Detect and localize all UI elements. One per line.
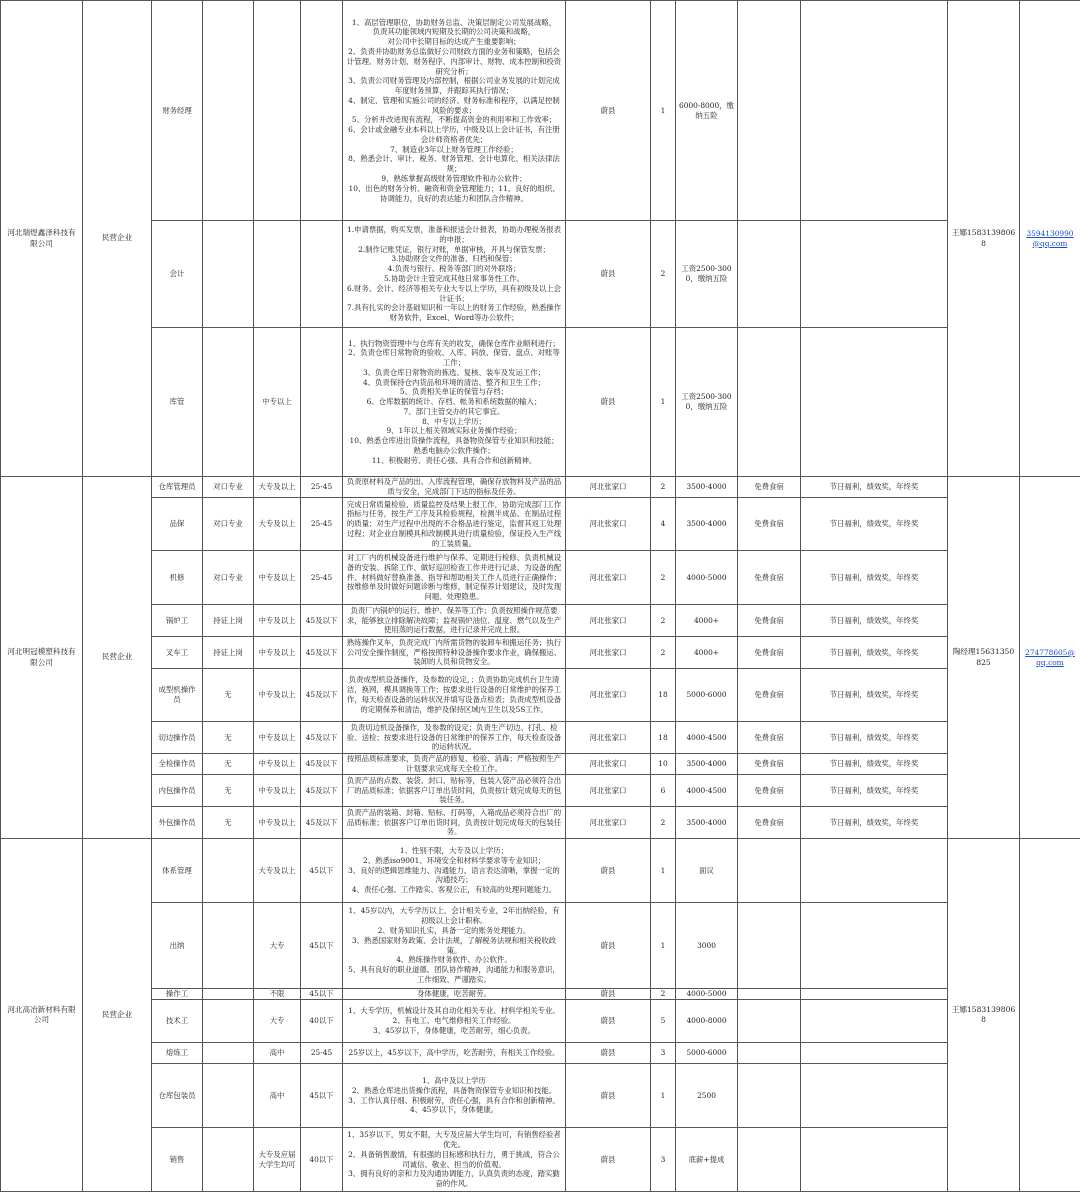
job-count: 6 [651, 775, 676, 807]
company-name: 河北高冶新材料有限公司 [1, 839, 83, 1192]
company-name: 河北瑞煜鑫泽科技有限公司 [1, 1, 83, 477]
job-title: 外包操作员 [152, 807, 203, 839]
job-meals [738, 903, 801, 989]
job-major [203, 989, 254, 1000]
job-meals: 免费食宿 [738, 605, 801, 637]
job-major: 对口专业 [203, 551, 254, 605]
job-title: 财务经理 [152, 1, 203, 221]
job-title: 内包操作员 [152, 775, 203, 807]
job-row [1, 775, 1080, 807]
job-age: 45及以下 [301, 605, 343, 637]
job-salary: 6000-8000，缴纳五险 [676, 1, 738, 221]
job-salary: 3500-4000 [676, 754, 738, 775]
job-title: 会计 [152, 221, 203, 328]
job-row [1, 807, 1080, 839]
job-major: 无 [203, 807, 254, 839]
job-title: 切边操作员 [152, 722, 203, 754]
job-location: 河北张家口 [566, 498, 651, 551]
job-meals [738, 1043, 801, 1064]
job-age: 45以下 [301, 989, 343, 1000]
job-row [1, 1064, 1080, 1128]
job-count: 1 [651, 839, 676, 903]
company-type: 民营企业 [83, 1, 152, 477]
job-duties: 负责原材料及产品的出、入库流程管理，确保存放物料及产品的品质与安全，完成部门下达的指标及任务。 [343, 477, 566, 498]
job-meals: 免费食宿 [738, 669, 801, 722]
job-row [1, 551, 1080, 605]
job-benefits: 节日福利，绩效奖，年终奖 [801, 637, 948, 669]
job-major: 持证上岗 [203, 605, 254, 637]
job-duties: 对工厂内的机械设备进行维护与保养、定期进行检修、负责机械设备的安装、拆除工作、做好巡回检查工作并进行记录、为设备的配件、材料做好替换准备、指导和帮助相关工作人员进行正确操作；按维修单及时做好问题诊断与维修，制定保养计划建议，及时发现问题、处理隐患。 [343, 551, 566, 605]
job-location: 河北张家口 [566, 754, 651, 775]
job-title: 技术工 [152, 1000, 203, 1043]
job-location: 蔚县 [566, 1, 651, 221]
company-contact: 陶经理15631350825 [948, 477, 1020, 839]
job-row [1, 839, 1080, 903]
job-title: 体系管理 [152, 839, 203, 903]
job-duties: 1、35岁以下，男女不限，大专及应届大学生均可，有销售经验者优先。 2、具备销售激情，有很强的目标感和执行力，勇于挑战，符合公司诚信、敬业、担当的价值观。 3、拥有良好的亲和力及沟通协调能力，认真负责的态度，踏实勤奋的作风。 [343, 1128, 566, 1192]
job-major [203, 1000, 254, 1043]
job-education: 中专及以上 [254, 637, 301, 669]
job-title: 仓库包装员 [152, 1064, 203, 1128]
job-salary: 2500 [676, 1064, 738, 1128]
job-row [1, 754, 1080, 775]
job-education [254, 221, 301, 328]
job-title: 出纳 [152, 903, 203, 989]
job-location: 蔚县 [566, 1000, 651, 1043]
job-row [1, 669, 1080, 722]
job-salary: 4000-8000 [676, 1000, 738, 1043]
job-salary: 面议 [676, 839, 738, 903]
job-location: 河北张家口 [566, 807, 651, 839]
job-major: 无 [203, 754, 254, 775]
job-row [1, 903, 1080, 989]
job-major: 无 [203, 775, 254, 807]
job-major [203, 1, 254, 221]
job-count: 10 [651, 754, 676, 775]
job-count: 2 [651, 807, 676, 839]
company-contact: 王娜15831398068 [948, 839, 1020, 1192]
job-row [1, 1000, 1080, 1043]
company-contact: 王娜15831398068 [948, 1, 1020, 477]
job-age: 45及以下 [301, 669, 343, 722]
job-title: 全检操作员 [152, 754, 203, 775]
job-location: 蔚县 [566, 903, 651, 989]
job-education: 高中 [254, 1064, 301, 1128]
job-count: 3 [651, 1043, 676, 1064]
job-education: 中专及以上 [254, 551, 301, 605]
job-title: 仓库管理员 [152, 477, 203, 498]
job-major [203, 903, 254, 989]
job-count: 2 [651, 221, 676, 328]
job-benefits: 节日福利，绩效奖，年终奖 [801, 722, 948, 754]
job-salary: 4000+ [676, 637, 738, 669]
job-location: 河北张家口 [566, 722, 651, 754]
job-age: 45以下 [301, 839, 343, 903]
job-meals [738, 1, 801, 221]
job-salary: 3500-4000 [676, 477, 738, 498]
job-location: 河北张家口 [566, 637, 651, 669]
job-meals: 免费食宿 [738, 477, 801, 498]
job-meals: 免费食宿 [738, 807, 801, 839]
job-major: 无 [203, 669, 254, 722]
job-location: 河北张家口 [566, 775, 651, 807]
job-age: 25-45 [301, 1043, 343, 1064]
job-age: 45及以下 [301, 775, 343, 807]
job-benefits [801, 1, 948, 221]
job-count: 3 [651, 1128, 676, 1192]
job-duties: 1.申请票据，购买发票，准备和报送会计报表，协助办理税务报表的申报； 2.制作记账凭证，银行对账，单据审核，开具与保管发票； 3.协助财会文件的准备、归档和保管； 4.负责与银行、税务等部门的对外联络； 5.协助会计主管完成其他日常事务性工作。 6.财务、会计、经济等相关专业大专以上学历，具有初级及以上会计证书； 7.具有扎实的会计基础知识和一年以上的财务工作经验，熟悉操作财务软件，Excel、Word等办公软件； [343, 221, 566, 328]
job-duties: 完成日常质量检验、质量监控及结果上报工作，协助完成部门工作指标与任务，按生产工序及其检验规程，检测半成品、在制品过程的质量；对生产过程中出现的不合格品进行鉴定，监督其返工处理过程；对企业自制模具和改制模具进行质量检验，保证投入生产线的工装质量。 [343, 498, 566, 551]
job-duties: 按照品质标准要求，负责产品的修复、检验、消毒；严格按照生产计划要求完成每天全检工作。 [343, 754, 566, 775]
job-education [254, 1, 301, 221]
job-major: 持证上岗 [203, 637, 254, 669]
job-age: 45以下 [301, 903, 343, 989]
job-salary: 4000-5000 [676, 551, 738, 605]
job-salary: 底薪+提成 [676, 1128, 738, 1192]
job-benefits: 节日福利，绩效奖，年终奖 [801, 551, 948, 605]
job-title: 机修 [152, 551, 203, 605]
job-meals: 免费食宿 [738, 754, 801, 775]
job-age [301, 328, 343, 477]
job-row [1, 498, 1080, 551]
job-meals [738, 1064, 801, 1128]
job-meals [738, 328, 801, 477]
job-meals [738, 1000, 801, 1043]
job-duties: 身体健康，吃苦耐劳。 [343, 989, 566, 1000]
job-count: 5 [651, 1000, 676, 1043]
job-duties: 1、45岁以内，大专学历以上，会计相关专业，2年出纳经验，有初级以上会计职称。 2、财务知识扎实，具备一定的账务处理能力。 3、熟悉国家财务政策、会计法规，了解税务法规和相关税收政策。 4、熟练操作财务软件、办公软件。 5、具有良好的职业道德、团队协作精神，沟通能力和服务意识，工作细致、严谨踏实。 [343, 903, 566, 989]
job-major [203, 1064, 254, 1128]
job-location: 河北张家口 [566, 551, 651, 605]
job-duties: 1、高层管理职位，协助财务总监、决策层制定公司发展战略， 负责其功能领域内短期及长期的公司决策和战略， 对公司中长期目标的达成产生重要影响； 2、负责并协助财务总监做好公司财政方面的业务和策略，包括会计管理、财务计划、财务程序、内部审计、财物、成本控制和投资研究分析； 3、负责公司财务管理及内部控制，根据公司业务发展的计划完成年度财务预算，并跟踪其执行情况； 4、制定、管理和实施公司的经济、财务标准和程序，以满足控制风险的要求； 5、分析并改进现有流程，不断提高资金的利用率和工作效率； 6、会计或金融专业本科以上学历，中级及以上会计证书，有注册会计师资格者优先； 7、制造业3年以上财务管理工作经验； 8、熟悉会计、审计、税务、财务管理、会计电算化、相关法律法规； 9、熟练掌握高级财务管理软件和办公软件； 10、出色的财务分析、融资和资金管理能力；11、良好的组织、协调能力，良好的表达能力和团队合作精神。 [343, 1, 566, 221]
job-title: 品保 [152, 498, 203, 551]
job-major [203, 1043, 254, 1064]
job-benefits [801, 1043, 948, 1064]
job-benefits: 节日福利，绩效奖，年终奖 [801, 754, 948, 775]
job-age: 25-45 [301, 551, 343, 605]
job-count: 2 [651, 605, 676, 637]
job-age: 25-45 [301, 477, 343, 498]
job-meals: 免费食宿 [738, 551, 801, 605]
job-row [1, 221, 1080, 328]
job-row [1, 1, 1080, 221]
job-age: 45及以下 [301, 807, 343, 839]
job-row [1, 989, 1080, 1000]
job-count: 18 [651, 722, 676, 754]
job-duties: 1、执行物资管理中与仓库有关的收发，确保仓库作业顺利进行； 2、负责仓库日常物资的验收、入库、码放、保管、盘点、对账等工作； 3、负责仓库日常物资的拣选、复核、装车及发运工作； 4、负责保持仓内货品和环境的清洁、整齐和卫生工作； 5、负责相关单证的保管与存档； 6、仓库数据的统计、存档、帐务和系统数据的输入； 7、部门主管交办的其它事宜。 8、中专以上学历； 9、1年以上相关领域实际业务操作经验； 10、熟悉仓库进出货操作流程，具备物资保管专业知识和技能；熟悉电脑办公软件操作； 11、积极耐劳、责任心强、具有合作和创新精神。 [343, 328, 566, 477]
job-education: 不限 [254, 989, 301, 1000]
job-location: 蔚县 [566, 839, 651, 903]
company-type: 民营企业 [83, 477, 152, 839]
job-age: 40以下 [301, 1000, 343, 1043]
job-location: 河北张家口 [566, 669, 651, 722]
job-duties: 25岁以上，45岁以下，高中学历，吃苦耐劳，有相关工作经验。 [343, 1043, 566, 1064]
job-duties: 1、性别不限，大专及以上学历； 2、熟悉iso9001、环境安全和材料学要求等专业知识； 3、良好的逻辑思维能力、沟通能力、语言表达清晰，掌握一定的沟通技巧； 4、责任心强、工作踏实、客观公正，有较高的处理问题能力。 [343, 839, 566, 903]
job-location: 蔚县 [566, 221, 651, 328]
job-title: 操作工 [152, 989, 203, 1000]
job-count: 1 [651, 903, 676, 989]
company-email[interactable]: 3594130990@qq.com [1020, 1, 1080, 477]
job-benefits [801, 903, 948, 989]
job-education: 中专以上 [254, 328, 301, 477]
job-meals [738, 839, 801, 903]
job-benefits: 节日福利，绩效奖，年终奖 [801, 807, 948, 839]
job-count: 1 [651, 1, 676, 221]
job-meals: 免费食宿 [738, 775, 801, 807]
job-education: 大专及以上 [254, 839, 301, 903]
job-count: 4 [651, 498, 676, 551]
company-email[interactable]: 274778605@qq.com [1020, 477, 1080, 839]
job-salary: 4000-4500 [676, 722, 738, 754]
company-email [1020, 839, 1080, 1192]
job-salary: 3500-4000 [676, 807, 738, 839]
job-education: 大专及应届大学生均可 [254, 1128, 301, 1192]
job-major: 对口专业 [203, 477, 254, 498]
job-meals [738, 221, 801, 328]
job-benefits: 节日福利，绩效奖，年终奖 [801, 775, 948, 807]
job-benefits: 节日福利，绩效奖，年终奖 [801, 477, 948, 498]
job-benefits [801, 1000, 948, 1043]
job-row [1, 722, 1080, 754]
job-title: 成型机操作员 [152, 669, 203, 722]
job-education: 中专及以上 [254, 807, 301, 839]
job-location: 河北张家口 [566, 605, 651, 637]
job-age: 25-45 [301, 498, 343, 551]
job-meals [738, 989, 801, 1000]
job-count: 18 [651, 669, 676, 722]
job-salary: 5000-6000 [676, 669, 738, 722]
job-duties: 负责成型机设备操作，及参数的设定，；负责协助完成机台卫生清洁，换网，模具调换等工作；按要求进行设备的日常维护的保养工作，每天检查设备的运转状况并填写设备点检表；负责成型机设备的定期保养和清洁，维护及保持区域内卫生以及5S工作。 [343, 669, 566, 722]
job-duties: 熟练操作叉车，负责完成厂内所需货物的装卸车和搬运任务；执行公司安全操作制度，严格按照特种设备操作要求作业，确保搬运、装卸的人员和货物安全。 [343, 637, 566, 669]
job-row [1, 477, 1080, 498]
job-education: 中专及以上 [254, 669, 301, 722]
job-age: 45及以下 [301, 754, 343, 775]
job-duties: 负责厂内锅炉的运行、维护、保养等工作；负责按照操作规范要求，能够独立排除解决故障；监视锅炉油位、温度、燃气以及生产使用蒸的运行数据，进行记录并完成上报。 [343, 605, 566, 637]
job-age: 45以下 [301, 1064, 343, 1128]
job-location: 蔚县 [566, 989, 651, 1000]
job-education: 大专 [254, 1000, 301, 1043]
job-salary: 工资2500-3000，缴纳五险 [676, 328, 738, 477]
job-location: 蔚县 [566, 1064, 651, 1128]
job-education: 高中 [254, 1043, 301, 1064]
job-count: 1 [651, 328, 676, 477]
job-education: 大专及以上 [254, 498, 301, 551]
job-age: 45及以下 [301, 637, 343, 669]
job-row [1, 328, 1080, 477]
job-salary: 3000 [676, 903, 738, 989]
job-count: 2 [651, 989, 676, 1000]
job-salary: 3500-4000 [676, 498, 738, 551]
job-meals: 免费食宿 [738, 722, 801, 754]
job-salary: 5000-6000 [676, 1043, 738, 1064]
job-count: 2 [651, 551, 676, 605]
job-row [1, 605, 1080, 637]
job-benefits [801, 221, 948, 328]
job-count: 2 [651, 477, 676, 498]
job-education: 大专 [254, 903, 301, 989]
job-title: 叉车工 [152, 637, 203, 669]
job-salary: 4000-5000 [676, 989, 738, 1000]
job-salary: 4000+ [676, 605, 738, 637]
job-title: 熔炼工 [152, 1043, 203, 1064]
job-title: 库管 [152, 328, 203, 477]
job-count: 2 [651, 637, 676, 669]
job-location: 蔚县 [566, 328, 651, 477]
job-education: 大专及以上 [254, 477, 301, 498]
job-title: 锅炉工 [152, 605, 203, 637]
job-education: 中专及以上 [254, 722, 301, 754]
job-count: 1 [651, 1064, 676, 1128]
job-major: 无 [203, 722, 254, 754]
job-salary: 4000-4500 [676, 775, 738, 807]
job-major [203, 839, 254, 903]
job-benefits: 节日福利，绩效奖，年终奖 [801, 669, 948, 722]
job-meals: 免费食宿 [738, 637, 801, 669]
job-age [301, 221, 343, 328]
job-benefits: 节日福利，绩效奖，年终奖 [801, 498, 948, 551]
job-location: 河北张家口 [566, 477, 651, 498]
job-age [301, 1, 343, 221]
job-location: 蔚县 [566, 1043, 651, 1064]
job-benefits: 节日福利，绩效奖，年终奖 [801, 605, 948, 637]
job-benefits [801, 328, 948, 477]
job-title: 销售 [152, 1128, 203, 1192]
job-location: 蔚县 [566, 1128, 651, 1192]
company-name: 河北明冠模塑科技有限公司 [1, 477, 83, 839]
job-duties: 1、大专学历，机械设计及其自动化相关专业、材料学相关专业。 2、有电工、电气维修相关工作经验。 3、45岁以下，身体健康，吃苦耐劳，细心负责。 [343, 1000, 566, 1043]
job-major: 对口专业 [203, 498, 254, 551]
job-education: 中专及以上 [254, 754, 301, 775]
job-duties: 1、高中及以上学历 2、熟悉仓库进出货操作流程，具备物资保管专业知识和技能。 3、工作认真仔细、积极耐劳，责任心强，具有合作和创新精神。 4、45岁以下，身体健康。 [343, 1064, 566, 1128]
job-age: 40以下 [301, 1128, 343, 1192]
job-meals: 免费食宿 [738, 498, 801, 551]
job-row [1, 637, 1080, 669]
job-major [203, 221, 254, 328]
job-salary: 工资2500-3000，缴纳五险 [676, 221, 738, 328]
job-major [203, 328, 254, 477]
job-education: 中专及以上 [254, 775, 301, 807]
job-duties: 负责切边机设备操作，及参数的设定；负责生产切边、打孔、检验、送检；按要求进行设备的日常维护的保养工作，每天检查设备的运转状况。 [343, 722, 566, 754]
job-education: 中专及以上 [254, 605, 301, 637]
job-age: 45及以下 [301, 722, 343, 754]
company-type: 民营企业 [83, 839, 152, 1192]
job-benefits [801, 839, 948, 903]
job-row [1, 1043, 1080, 1064]
job-duties: 负责产品的点数、装袋、封口、贴标等，包装入袋产品必须符合出厂的品质标准；依据客户订单出货时间，负责按计划完成每天的包装任务。 [343, 775, 566, 807]
job-benefits [801, 989, 948, 1000]
job-benefits [801, 1064, 948, 1128]
job-duties: 负责产品的装箱、封箱、贴标、打码等，入箱成品必须符合出厂的品质标准；依据客户订单出货时间，负责按计划完成每天的包装任务。 [343, 807, 566, 839]
